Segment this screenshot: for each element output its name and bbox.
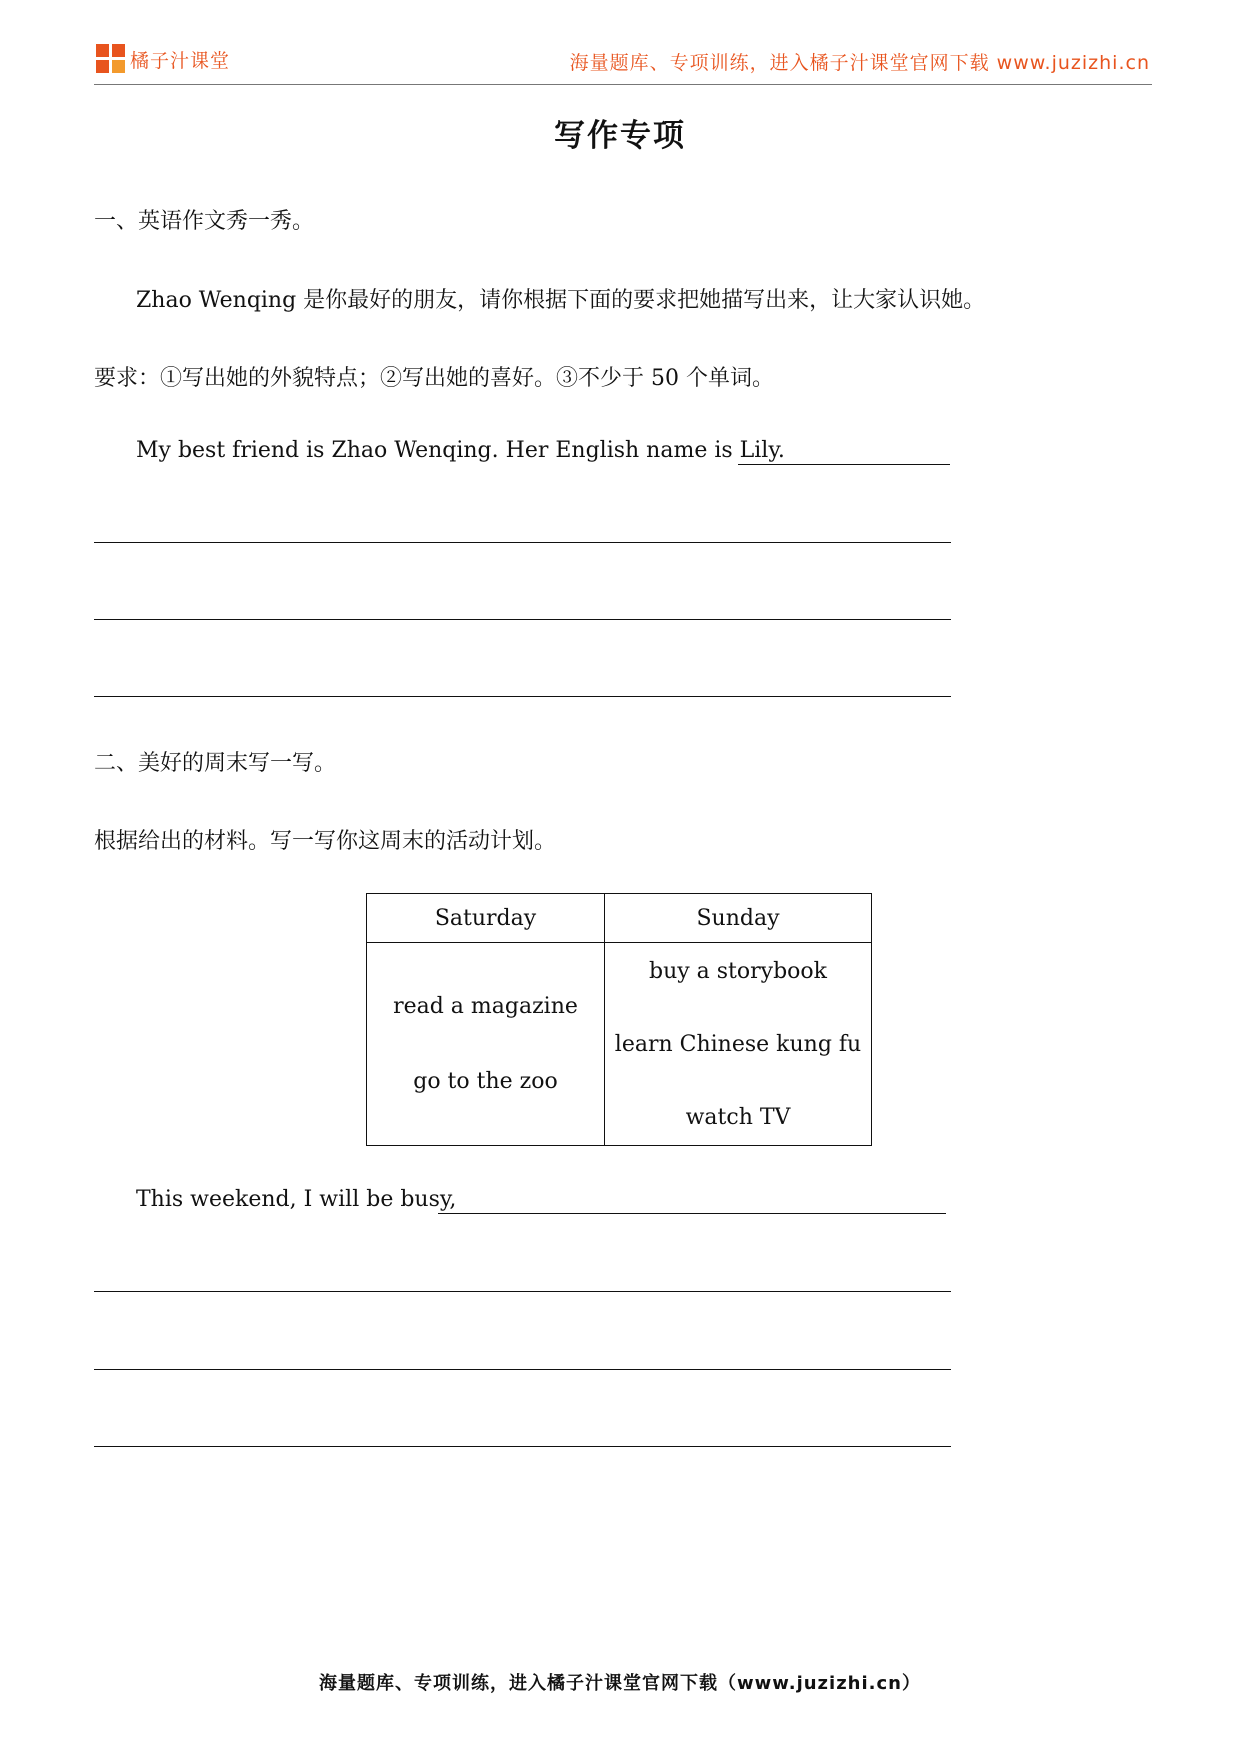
logo-icon <box>96 44 126 74</box>
table-row <box>367 943 872 1146</box>
footer-slogan: 海量题库、专项训练，进入橘子汁课堂官网下载（www.juzizhi.cn） <box>319 1673 921 1694</box>
list-item: go to the zoo <box>413 1069 558 1094</box>
answer-line[interactable] <box>94 1446 951 1447</box>
table-header-row <box>367 894 872 943</box>
section1-starter: My best friend is Zhao Wenqing. Her English name is Lily. <box>136 438 785 463</box>
list-item: buy a storybook <box>648 958 827 984</box>
page-title: 写作专项 <box>554 118 686 154</box>
answer-line[interactable] <box>94 542 951 543</box>
weekend-plan-table <box>366 893 872 1146</box>
answer-line[interactable] <box>94 1369 951 1370</box>
header-slogan: 海量题库、专项训练，进入橘子汁课堂官网下载 www.juzizhi.cn <box>569 52 1150 74</box>
list-item: watch TV <box>685 1104 791 1130</box>
section1-heading: 一、英语作文秀一秀。 <box>94 209 315 234</box>
answer-line[interactable] <box>94 619 951 620</box>
section2-instruction: 根据给出的材料。写一写你这周末的活动计划。 <box>94 829 557 854</box>
section2-heading: 二、美好的周末写一写。 <box>94 751 337 776</box>
table-header-sunday: Sunday <box>605 894 872 943</box>
saturday-cell <box>367 943 605 1146</box>
logo-text: 橘子汁课堂 <box>130 49 231 72</box>
answer-blank-inline-2[interactable] <box>438 1213 946 1214</box>
list-item: learn Chinese kung fu <box>614 1031 862 1057</box>
answer-line[interactable] <box>94 1291 951 1292</box>
section1-requirements: 要求：①写出她的外貌特点；②写出她的喜好。③不少于 50 个单词。 <box>94 366 774 391</box>
section2-starter: This weekend, I will be busy, <box>136 1187 457 1212</box>
table-header-saturday: Saturday <box>367 894 605 943</box>
answer-line[interactable] <box>94 696 951 697</box>
list-item: read a magazine <box>393 994 578 1019</box>
sunday-cell <box>605 943 872 1146</box>
section1-prompt: Zhao Wenqing 是你最好的朋友，请你根据下面的要求把她描写出来，让大家认识她。 <box>136 288 986 313</box>
answer-blank-inline-1[interactable] <box>738 464 950 465</box>
header-divider <box>94 84 1152 85</box>
brand-logo <box>96 44 230 74</box>
